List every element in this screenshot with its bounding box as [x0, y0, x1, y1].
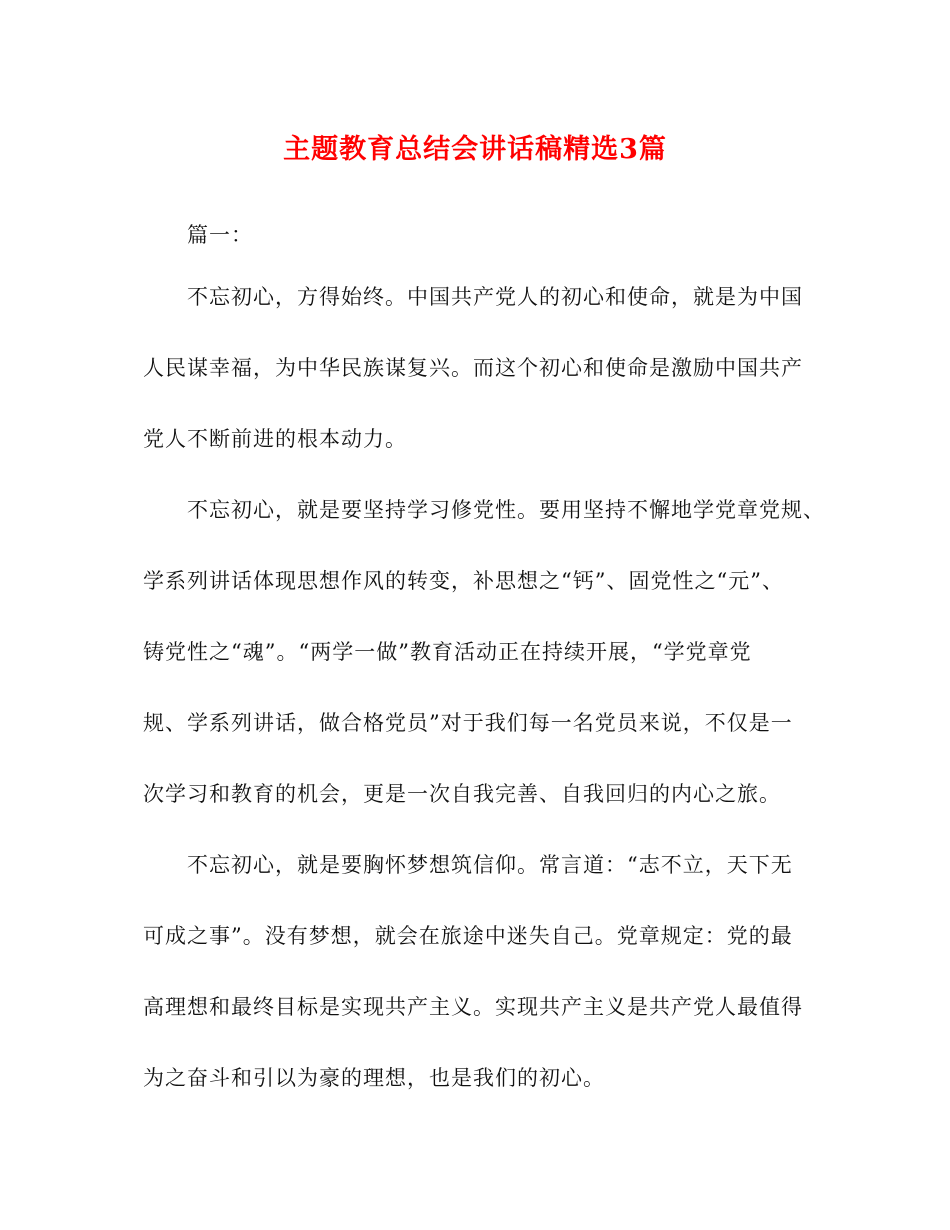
- paragraph-line: 党人不断前进的根本动力。: [143, 427, 407, 451]
- paragraph-line: 学系列讲话体现思想作风的转变，补思想之“钙”、固党性之“元”、: [143, 569, 784, 593]
- paragraph-line: 不忘初心，就是要胸怀梦想筑信仰。常言道：“志不立，天下无: [187, 853, 793, 877]
- paragraph-line: 人民谋幸福，为中华民族谋复兴。而这个初心和使命是激励中国共产: [143, 356, 803, 380]
- paragraph-line: 铸党性之“魂”。“两学一做”教育活动正在持续开展，“学党章党: [143, 640, 752, 664]
- paragraph-line: 不忘初心，就是要坚持学习修党性。要用坚持不懈地学党章党规、: [187, 498, 825, 522]
- paragraph-line: 可成之事”。没有梦想，就会在旅途中迷失自己。党章规定：党的最: [143, 924, 793, 948]
- paragraph-line: 高理想和最终目标是实现共产主义。实现共产主义是共产党人最值得: [143, 995, 803, 1019]
- paragraph-line: 为之奋斗和引以为豪的理想，也是我们的初心。: [143, 1066, 605, 1090]
- paragraph-line: 不忘初心，方得始终。中国共产党人的初心和使命，就是为中国: [187, 285, 803, 309]
- document-title: 主题教育总结会讲话稿精选3篇: [283, 134, 667, 165]
- section-heading: 篇一：: [187, 223, 253, 247]
- paragraph-line: 次学习和教育的机会，更是一次自我完善、自我回归的内心之旅。: [143, 782, 781, 806]
- paragraph-line: 规、学系列讲话，做合格党员”对于我们每一名党员来说，不仅是一: [143, 711, 793, 735]
